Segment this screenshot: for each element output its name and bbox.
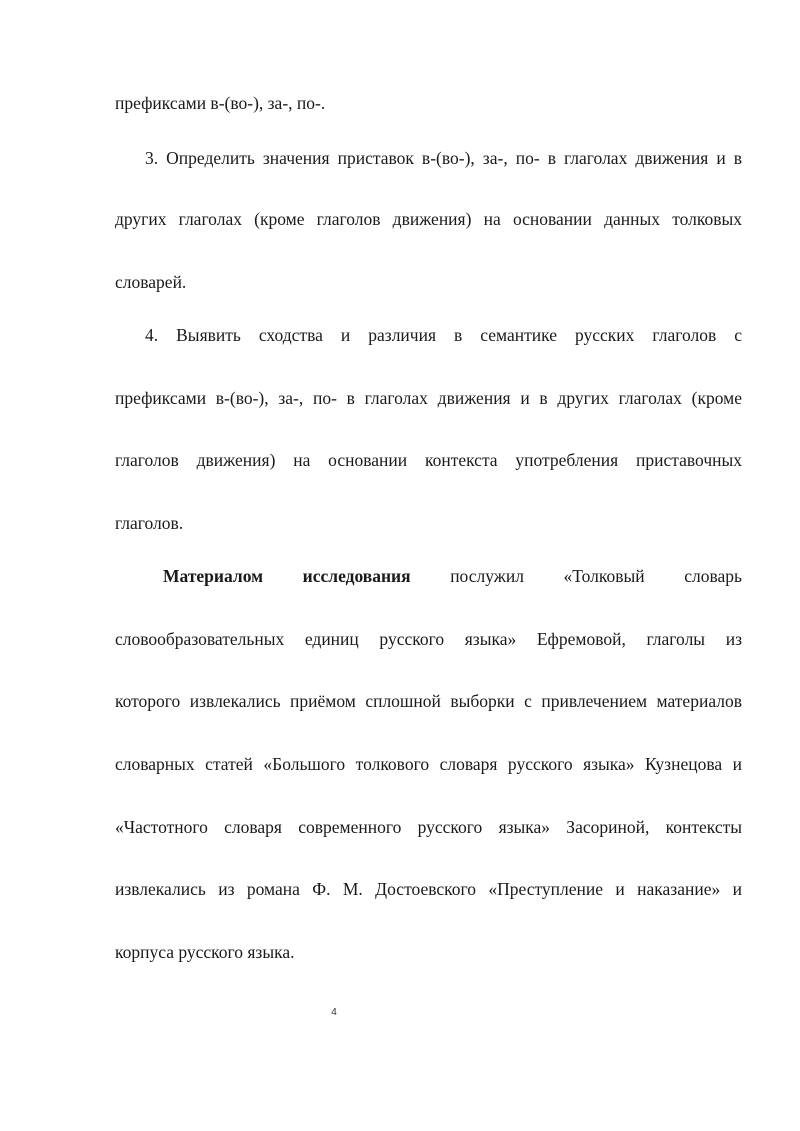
text-line: других глаголах (кроме глаголов движения) на основании данных толковых — [115, 209, 742, 229]
text-line: словарей. — [115, 272, 187, 292]
paragraph-lead-line — [163, 564, 742, 588]
text-line: словарных статей «Большого толкового словаря русского языка» Кузнецова и — [115, 754, 742, 774]
text-line: «Частотного словаря современного русского языка» Засориной, контексты — [115, 817, 742, 837]
text-line: глаголов. — [115, 513, 184, 533]
text-line: префиксами в-(во-), за-, по- в глаголах движения и в других глаголах (кроме — [115, 388, 742, 408]
page-number: 4 — [331, 1007, 337, 1018]
text-line: которого извлекались приёмом сплошной выборки с привлечением материалов — [115, 691, 742, 711]
text-line: префиксами в-(во-), за-, по-. — [115, 93, 326, 113]
bold-lead-term: Материалом исследования — [163, 566, 411, 586]
text-line: извлекались из романа Ф. М. Достоевского «Преступление и наказание» и — [115, 879, 742, 899]
text-line-rest: послужил «Толковый словарь — [450, 566, 743, 586]
list-item-4-line: 4. Выявить сходства и различия в семантике русских глаголов с — [145, 325, 742, 345]
text-line: глаголов движения) на основании контекста употребления приставочных — [115, 450, 742, 470]
text-line: словообразовательных единиц русского языка» Ефремовой, глаголы из — [115, 629, 742, 649]
text-line: корпуса русского языка. — [115, 942, 295, 962]
list-item-3-line: 3. Определить значения приставок в-(во-), за-, по- в глаголах движения и в — [145, 148, 742, 168]
